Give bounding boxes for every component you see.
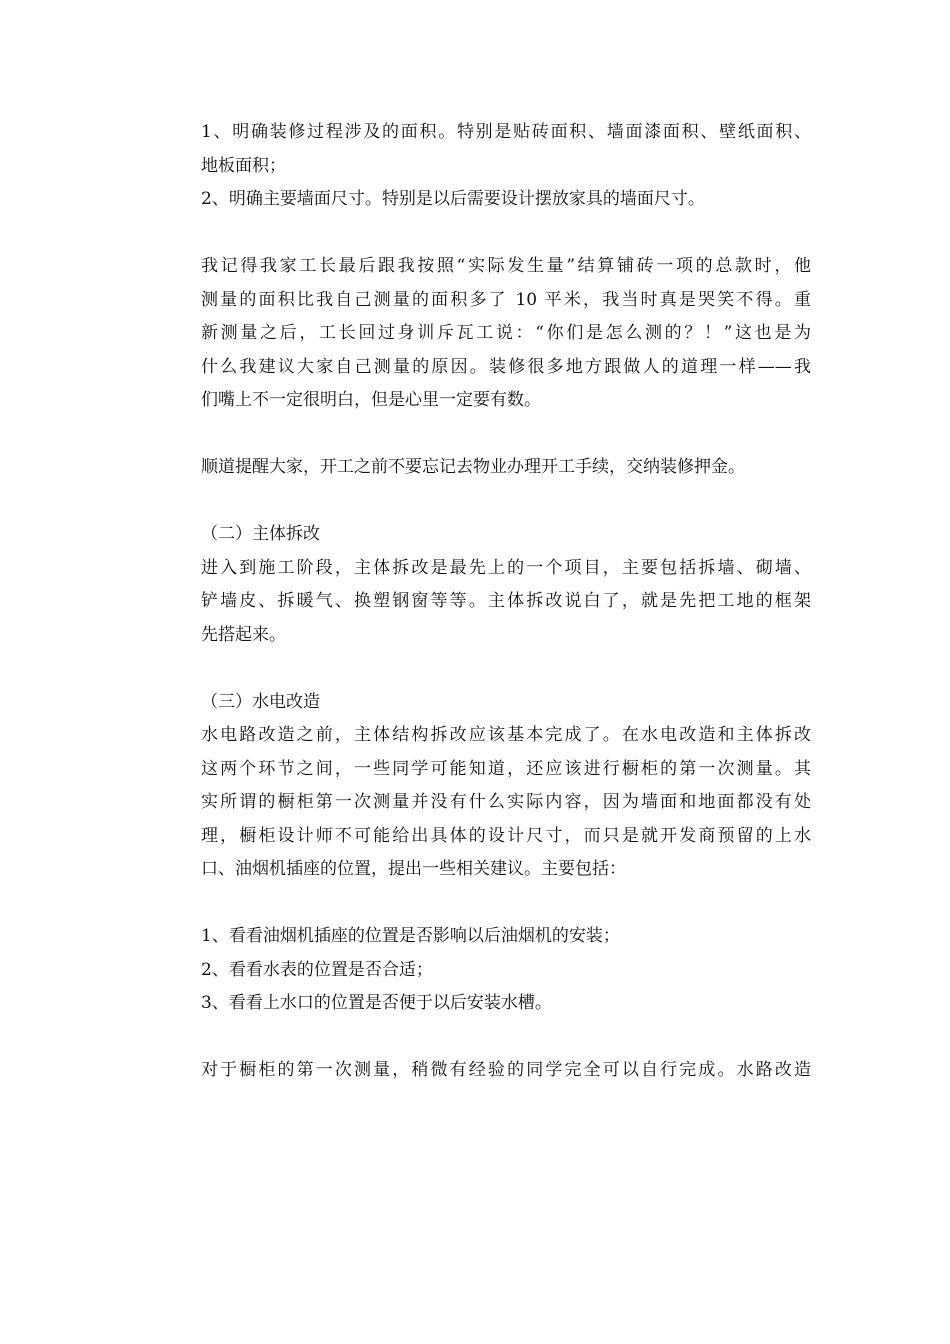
document-body: [201, 116, 811, 1088]
section-plumbing-electric: [201, 686, 811, 887]
text-line: 1、明确装修过程涉及的面积。特别是贴砖面积、墙面漆面积、壁纸面积、: [201, 122, 811, 142]
text-line: 们嘴上不一定很明白，但是心里一定要有数。: [201, 390, 541, 410]
paragraph-cabinet-measure: [201, 1054, 811, 1088]
section-heading: （三）水电改造: [201, 691, 320, 712]
section-heading: （二）主体拆改: [201, 524, 320, 544]
text-line: 对于橱柜的第一次测量，稍微有经验的同学完全可以自行完成。水路改造: [201, 1060, 811, 1080]
paragraph-gap: [201, 652, 811, 686]
text-line: 2、看看水表的位置是否合适；: [201, 959, 433, 980]
text-line: 地板面积；: [201, 155, 286, 176]
text-line: 我记得我家工长最后跟我按照“实际发生量”结算铺砖一项的总款时，他: [201, 256, 811, 276]
text-line: 水电路改造之前，主体结构拆改应该基本完成了。在水电改造和主体拆改: [201, 725, 811, 745]
text-line: 这两个环节之间，一些同学可能知道，还应该进行橱柜的第一次测量。其: [201, 758, 811, 779]
text-line: 铲墙皮、拆暖气、换塑钢窗等等。主体拆改说白了，就是先把工地的框架: [201, 591, 811, 611]
paragraph-gap: [201, 418, 811, 452]
text-line: 新测量之后，工长回过身训斥瓦工说：“你们是怎么测的？！”这也是为: [201, 323, 811, 343]
text-line: 2、明确主要墙面尺寸。特别是以后需要设计摆放家具的墙面尺寸。: [201, 189, 705, 209]
text-line: 进入到施工阶段，主体拆改是最先上的一个项目，主要包括拆墙、砌墙、: [201, 557, 811, 578]
text-line: 顺道提醒大家，开工之前不要忘记去物业办理开工手续，交纳装修押金。: [201, 457, 745, 477]
paragraph-gap: [201, 887, 811, 921]
paragraph-measure-goals: [201, 116, 811, 217]
paragraph-gap: [201, 1021, 811, 1055]
text-line: 理，橱柜设计师不可能给出具体的设计尺寸，而只是就开发商预留的上水: [201, 825, 811, 846]
paragraph-anecdote: [201, 250, 811, 418]
text-line: 实所谓的橱柜第一次测量并没有什么实际内容，因为墙面和地面都没有处: [201, 792, 811, 812]
paragraph-reminder: [201, 451, 811, 485]
text-line: 1、看看油烟机插座的位置是否影响以后油烟机的安装；: [201, 926, 620, 946]
text-line: 什么我建议大家自己测量的原因。装修很多地方跟做人的道理一样——我: [201, 356, 811, 377]
text-line: 测量的面积比我自己测量的面积多了 10 平米，我当时真是哭笑不得。重: [201, 289, 811, 310]
text-line: 先搭起来。: [201, 624, 286, 645]
paragraph-cabinet-checks: [201, 920, 811, 1021]
text-line: 口、油烟机插座的位置，提出一些相关建议。主要包括：: [201, 859, 626, 879]
section-demolition: [201, 518, 811, 652]
paragraph-gap: [201, 485, 811, 519]
paragraph-gap: [201, 217, 811, 251]
text-line: 3、看看上水口的位置是否便于以后安装水槽。: [201, 993, 552, 1013]
